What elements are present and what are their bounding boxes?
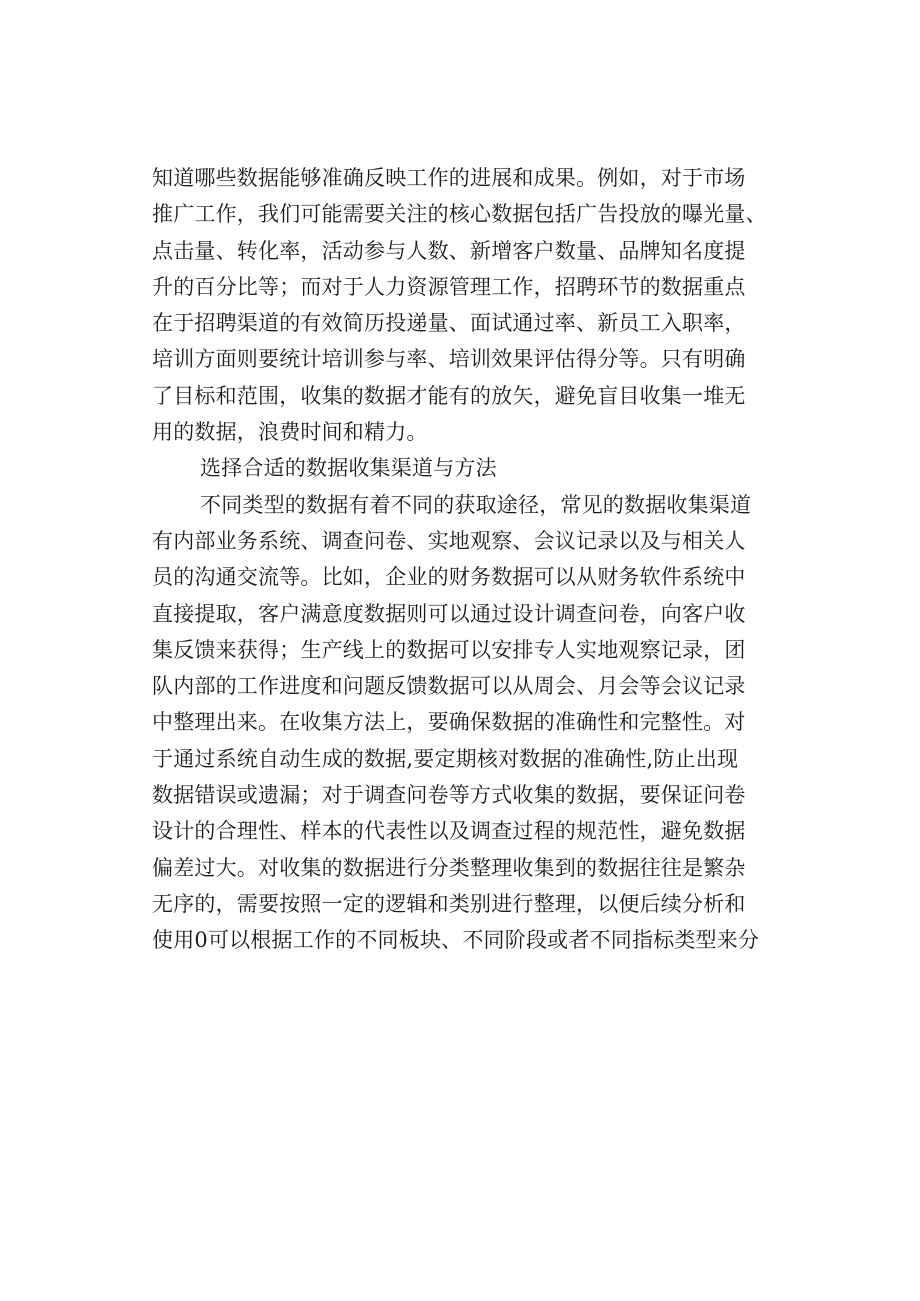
text-line-22: 使用0可以根据工作的不同板块、不同阶段或者不同指标类型来分 <box>152 928 760 953</box>
text-line-5: 在于招聘渠道的有效简历投递量、面试通过率、新员工入职率， <box>152 311 746 336</box>
text-line-16: 中整理出来。在收集方法上，要确保数据的准确性和完整性。对 <box>152 710 746 735</box>
text-line-4: 升的百分比等；而对于人力资源管理工作，招聘环节的数据重点 <box>152 274 746 299</box>
text-line-6: 培训方面则要统计培训参与率、培训效果评估得分等。只有明确 <box>152 347 746 372</box>
text-line-17: 于通过系统自动生成的数据,要定期核对数据的准确性,防止出现 <box>152 746 739 771</box>
text-line-14: 集反馈来获得；生产线上的数据可以安排专人实地观察记录，团 <box>152 637 746 662</box>
body-text <box>152 160 852 959</box>
text-line-8: 用的数据，浪费时间和精力。 <box>152 420 428 445</box>
text-line-15: 队内部的工作进度和问题反馈数据可以从周会、月会等会议记录 <box>152 674 746 699</box>
text-line-20: 偏差过大。对收集的数据进行分类整理收集到的数据往往是繁杂 <box>152 855 746 880</box>
text-line-21: 无序的，需要按照一定的逻辑和类别进行整理，以便后续分析和 <box>152 891 746 916</box>
text-line-7: 了目标和范围，收集的数据才能有的放矢，避免盲目收集一堆无 <box>152 383 746 408</box>
text-line-13: 直接提取，客户满意度数据则可以通过设计调查问卷，向客户收 <box>152 601 746 626</box>
text-line-1: 知道哪些数据能够准确反映工作的进展和成果。例如，对于市场 <box>152 166 746 190</box>
text-line-3: 点击量、转化率，活动参与人数、新增客户数量、品牌知名度提 <box>152 238 746 263</box>
section-heading: 选择合适的数据收集渠道与方法 <box>200 456 497 481</box>
text-line-2: 推广工作，我们可能需要关注的核心数据包括广告投放的曝光量、 <box>152 202 767 227</box>
text-line-12: 员的沟通交流等。比如，企业的财务数据可以从财务软件系统中 <box>152 565 746 590</box>
text-line-11: 有内部业务系统、调查问卷、实地观察、会议记录以及与相关人 <box>152 528 746 553</box>
text-line-10: 不同类型的数据有着不同的获取途径，常见的数据收集渠道 <box>200 492 752 517</box>
text-line-18: 数据错误或遗漏；对于调查问卷等方式收集的数据，要保证问卷 <box>152 783 746 808</box>
text-line-19: 设计的合理性、样本的代表性以及调查过程的规范性，避免数据 <box>152 819 746 844</box>
